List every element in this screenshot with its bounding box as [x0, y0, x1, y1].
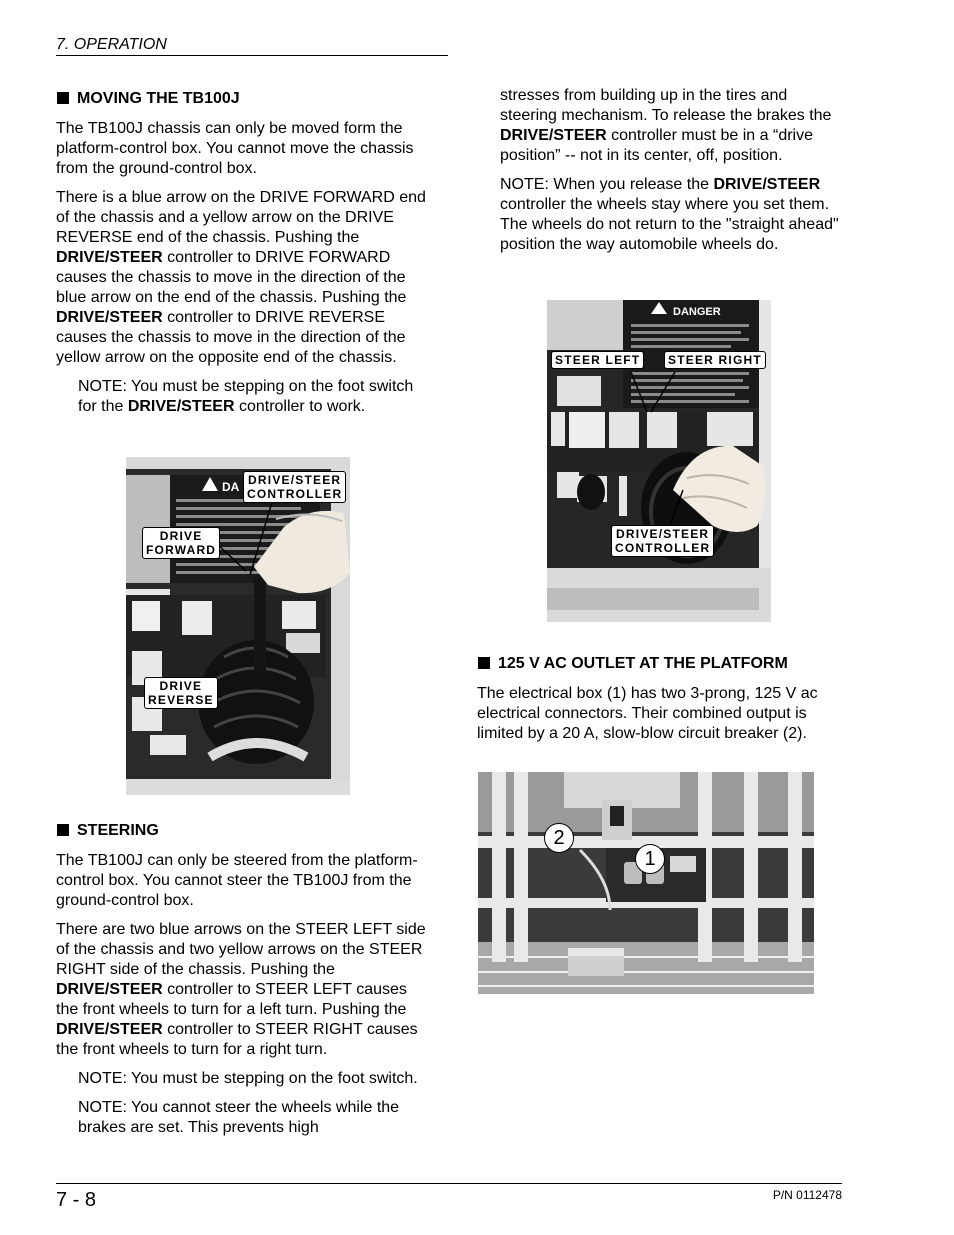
- drive-controller-photo: [126, 457, 350, 795]
- steering-paragraph-2: There are two blue arrows on the STEER LEFT side of the chassis and two yellow arrows on the STEER RIGHT side of the chassis. Pushing the DRIVE/STEER controller to STEER LEFT causes the front wheels to turn for a left turn. Pushing the DRIVE/STEER controller to STEER RIGHT causes the front wheels to turn for a right turn.: [56, 921, 426, 1058]
- callout-drive-reverse: DRIVE REVERSE: [144, 677, 218, 709]
- steer-controller-illustration: [547, 300, 771, 622]
- footer-rule: [56, 1183, 842, 1184]
- section-title: 7. OPERATION: [56, 36, 167, 53]
- heading-outlet: 125 V AC OUTLET AT THE PLATFORM: [478, 654, 788, 674]
- outlet-text: [477, 684, 842, 753]
- bullet-square-icon: [478, 657, 490, 669]
- danger-decal-text: DA: [222, 480, 240, 494]
- moving-text: [56, 119, 428, 426]
- heading-steering: STEERING: [57, 821, 159, 841]
- outlet-paragraph: The electrical box (1) has two 3-prong, 125 V ac electrical connectors. Their combined output is limited by a 20 A, slow-blow circuit breaker (2).: [477, 685, 818, 742]
- release-note: NOTE: When you release the DRIVE/STEER controller the wheels stay where you set them. The wheels do not return to the "straight ahead" position the way automobile wheels do.: [500, 176, 839, 253]
- steering-paragraph-1: The TB100J can only be steered from the platform-control box. You cannot steer the TB100J from the ground-control box.: [56, 852, 418, 909]
- heading-moving: MOVING THE TB100J: [57, 89, 240, 109]
- moving-paragraph-1: The TB100J chassis can only be moved form the platform-control box. You cannot move the chassis from the ground-control box.: [56, 120, 414, 177]
- moving-paragraph-2: There is a blue arrow on the DRIVE FORWARD end of the chassis and a yellow arrow on the DRIVE REVERSE end of the chassis. Pushing the DRIVE/STEER controller to DRIVE FORWARD causes the chassis to move in the direction of the blue arrow on the end of the chassis. Pushing the DRIVE/STEER controller to DRIVE REVERSE causes the chassis to move in the direction of the yellow arrow on the opposite end of the chassis.: [56, 189, 426, 366]
- steering-note-2: NOTE: You cannot steer the wheels while the brakes are set. This prevents high: [78, 1099, 400, 1136]
- outlet-illustration: [478, 772, 814, 994]
- callout-drive-forward: DRIVE FORWARD: [142, 527, 220, 559]
- steering-text: [56, 851, 428, 1147]
- callout-steer-right: STEER RIGHT: [664, 351, 766, 369]
- right-column-text: [500, 86, 840, 264]
- page-number: 7 - 8: [56, 1189, 97, 1211]
- part-number: P/N 0112478: [772, 1188, 842, 1202]
- callout-1-circuit-box: 1: [635, 844, 665, 874]
- drive-controller-illustration: [126, 457, 350, 795]
- steering-note-1: NOTE: You must be stepping on the foot switch.: [78, 1070, 418, 1087]
- callout-2-circuit-breaker: 2: [544, 823, 574, 853]
- moving-note: NOTE: You must be stepping on the foot switch for the DRIVE/STEER controller to work.: [78, 378, 414, 415]
- page-header: [56, 35, 448, 56]
- steer-controller-photo: [547, 300, 771, 622]
- callout-steer-left: STEER LEFT: [551, 351, 644, 369]
- bullet-square-icon: [57, 92, 69, 104]
- outlet-photo: [478, 772, 814, 994]
- callout-drive-steer-controller: DRIVE/STEER CONTROLLER: [243, 471, 346, 503]
- bullet-square-icon: [57, 824, 69, 836]
- danger-decal-text: DANGER: [673, 306, 721, 318]
- callout-drive-steer-controller: DRIVE/STEER CONTROLLER: [611, 525, 714, 557]
- brakes-paragraph: stresses from building up in the tires and steering mechanism. To release the brakes the DRIVE/STEER controller must be in a “drive position” -- not in its center, off, position.: [500, 87, 832, 164]
